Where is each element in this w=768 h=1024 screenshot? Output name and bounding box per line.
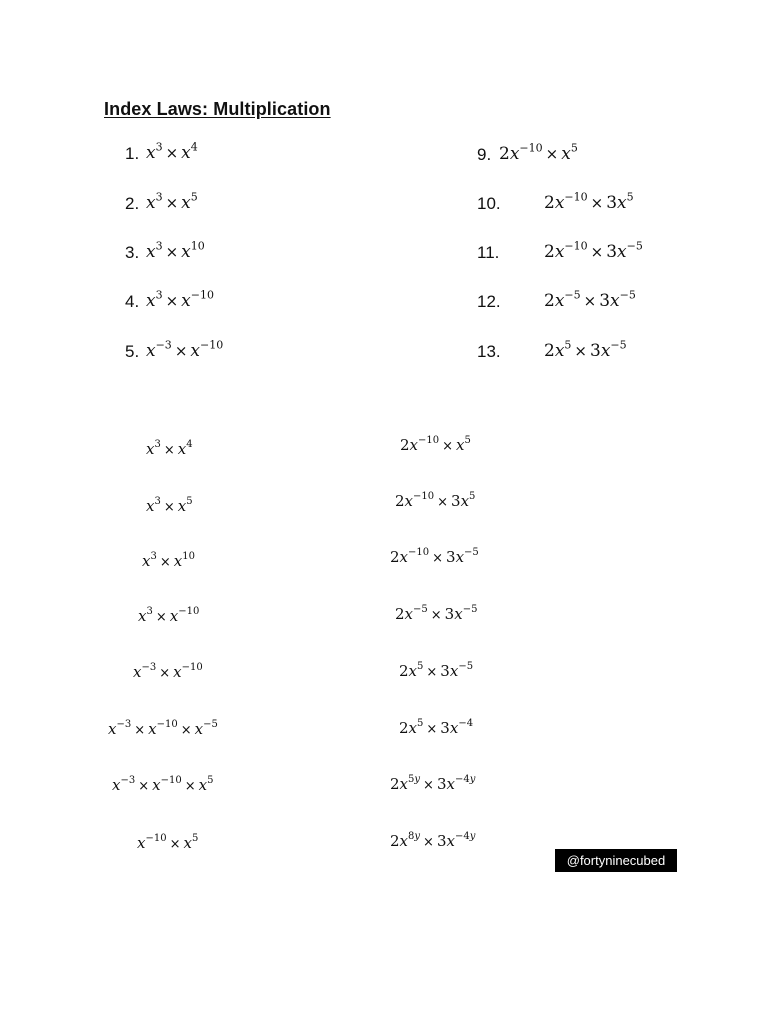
question-expression: $x^3 \times x^{-10}$ xyxy=(146,288,214,311)
practice-expression: $2x^{-10} \times 3x^5$ xyxy=(395,491,476,510)
practice-expression: $x^{-10} \times x^5$ xyxy=(137,833,199,852)
practice-expression: $x^{-3} \times x^{-10} \times x^5$ xyxy=(112,775,214,794)
page-title: Index Laws: Multiplication xyxy=(104,99,331,119)
question-expression: $2x^{-5} \times 3x^{-5}$ xyxy=(544,288,636,311)
question-number: 11. xyxy=(477,243,500,262)
practice-expression: $x^{-3} \times x^{-10} \times x^{-5}$ xyxy=(108,719,218,738)
question-expression: $2x^5 \times 3x^{-5}$ xyxy=(544,338,627,361)
practice-expression: $2x^{5y} \times 3x^{-4y}$ xyxy=(390,774,476,793)
practice-expression: $x^3 \times x^{-10}$ xyxy=(138,606,200,625)
question-number: 9. xyxy=(477,145,492,164)
question-number: 1. xyxy=(125,144,140,163)
watermark-label: @fortyninecubed xyxy=(555,849,677,872)
question-number: 5. xyxy=(125,342,140,361)
question-number: 3. xyxy=(125,243,140,262)
question-expression: $x^3 \times x^{10}$ xyxy=(146,239,205,262)
practice-expression: $2x^5 \times 3x^{-5}$ xyxy=(399,661,474,680)
practice-expression: $x^3 \times x^4$ xyxy=(146,439,193,458)
practice-expression: $2x^{-10} \times x^5$ xyxy=(400,435,471,454)
question-number: 4. xyxy=(125,292,140,311)
practice-expression: $x^3 \times x^5$ xyxy=(146,496,193,515)
question-expression: $2x^{-10} \times 3x^{-5}$ xyxy=(544,239,643,262)
question-expression: $2x^{-10} \times x^5$ xyxy=(499,141,578,164)
practice-expression: $2x^{8y} \times 3x^{-4y}$ xyxy=(390,831,476,850)
question-number: 12. xyxy=(477,292,501,311)
question-expression: $2x^{-10} \times 3x^5$ xyxy=(544,190,634,213)
question-expression: $x^3 \times x^4$ xyxy=(146,140,198,163)
practice-expression: $x^3 \times x^{10}$ xyxy=(142,551,195,570)
question-expression: $x^3 \times x^5$ xyxy=(146,190,198,213)
question-number: 13. xyxy=(477,342,501,361)
practice-expression: $2x^{-5} \times 3x^{-5}$ xyxy=(395,604,478,623)
practice-expression: $x^{-3} \times x^{-10}$ xyxy=(133,662,203,681)
practice-expression: $2x^5 \times 3x^{-4}$ xyxy=(399,718,474,737)
practice-expression: $2x^{-10} \times 3x^{-5}$ xyxy=(390,547,479,566)
question-expression: $x^{-3} \times x^{-10}$ xyxy=(146,338,224,361)
question-number: 2. xyxy=(125,194,140,213)
question-number: 10. xyxy=(477,194,501,213)
